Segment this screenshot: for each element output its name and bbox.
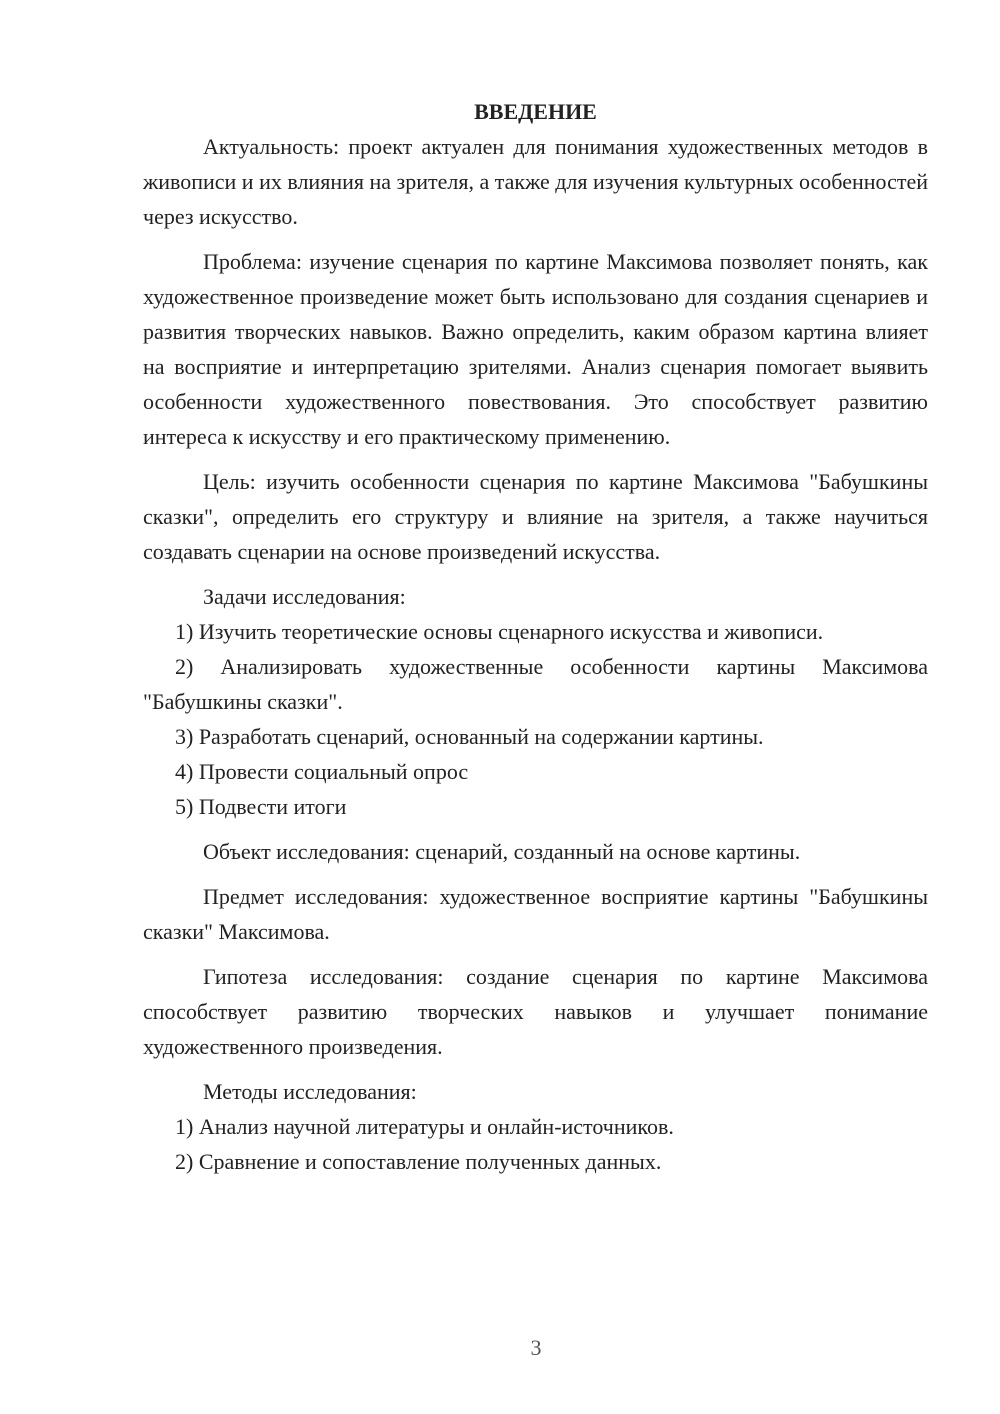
methods-title: Методы исследования:	[203, 1079, 417, 1104]
goal-paragraph: Цель: изучить особенности сценария по картине Максимова "Бабушкины сказки", определить его структуру и влияние на зрителя, а также научиться создавать сценарии на основе произведений искусства.	[143, 469, 928, 564]
page-number: 3	[530, 1335, 542, 1360]
task-item: 1) Изучить теоретические основы сценарного искусства и живописи.	[175, 619, 824, 644]
task-item: 3) Разработать сценарий, основанный на содержании картины.	[175, 724, 764, 749]
method-item: 1) Анализ научной литературы и онлайн-источников.	[175, 1114, 674, 1139]
page-content	[143, 94, 928, 1179]
object-paragraph: Объект исследования: сценарий, созданный на основе картины.	[203, 839, 801, 864]
task-item: 5) Подвести итоги	[175, 794, 347, 819]
hypothesis-paragraph: Гипотеза исследования: создание сценария по картине Максимова способствует развитию творческих навыков и улучшает понимание художественного произведения.	[143, 964, 928, 1059]
problem-paragraph: Проблема: изучение сценария по картине Максимова позволяет понять, как художественное произведение может быть использовано для создания сценариев и развития творческих навыков. Важно определить, каким образом картина влияет на восприятие и интерпретацию зрителями. Анализ сценария помогает выявить особенности художественного повествования. Это способствует развитию интереса к искусству и его практическому применению.	[143, 249, 928, 449]
task-item: 2) Анализировать художественные особенности картины Максимова "Бабушкины сказки".	[143, 654, 928, 714]
tasks-title: Задачи исследования:	[203, 584, 406, 609]
method-item: 2) Сравнение и сопоставление полученных данных.	[175, 1149, 662, 1174]
task-item: 4) Провести социальный опрос	[175, 759, 469, 784]
page-heading: ВВЕДЕНИЕ	[474, 99, 597, 124]
subject-paragraph: Предмет исследования: художественное восприятие картины "Бабушкины сказки" Максимова.	[143, 884, 928, 944]
relevance-paragraph: Актуальность: проект актуален для понимания художественных методов в живописи и их влияния на зрителя, а также для изучения культурных особенностей через искусство.	[143, 134, 928, 229]
